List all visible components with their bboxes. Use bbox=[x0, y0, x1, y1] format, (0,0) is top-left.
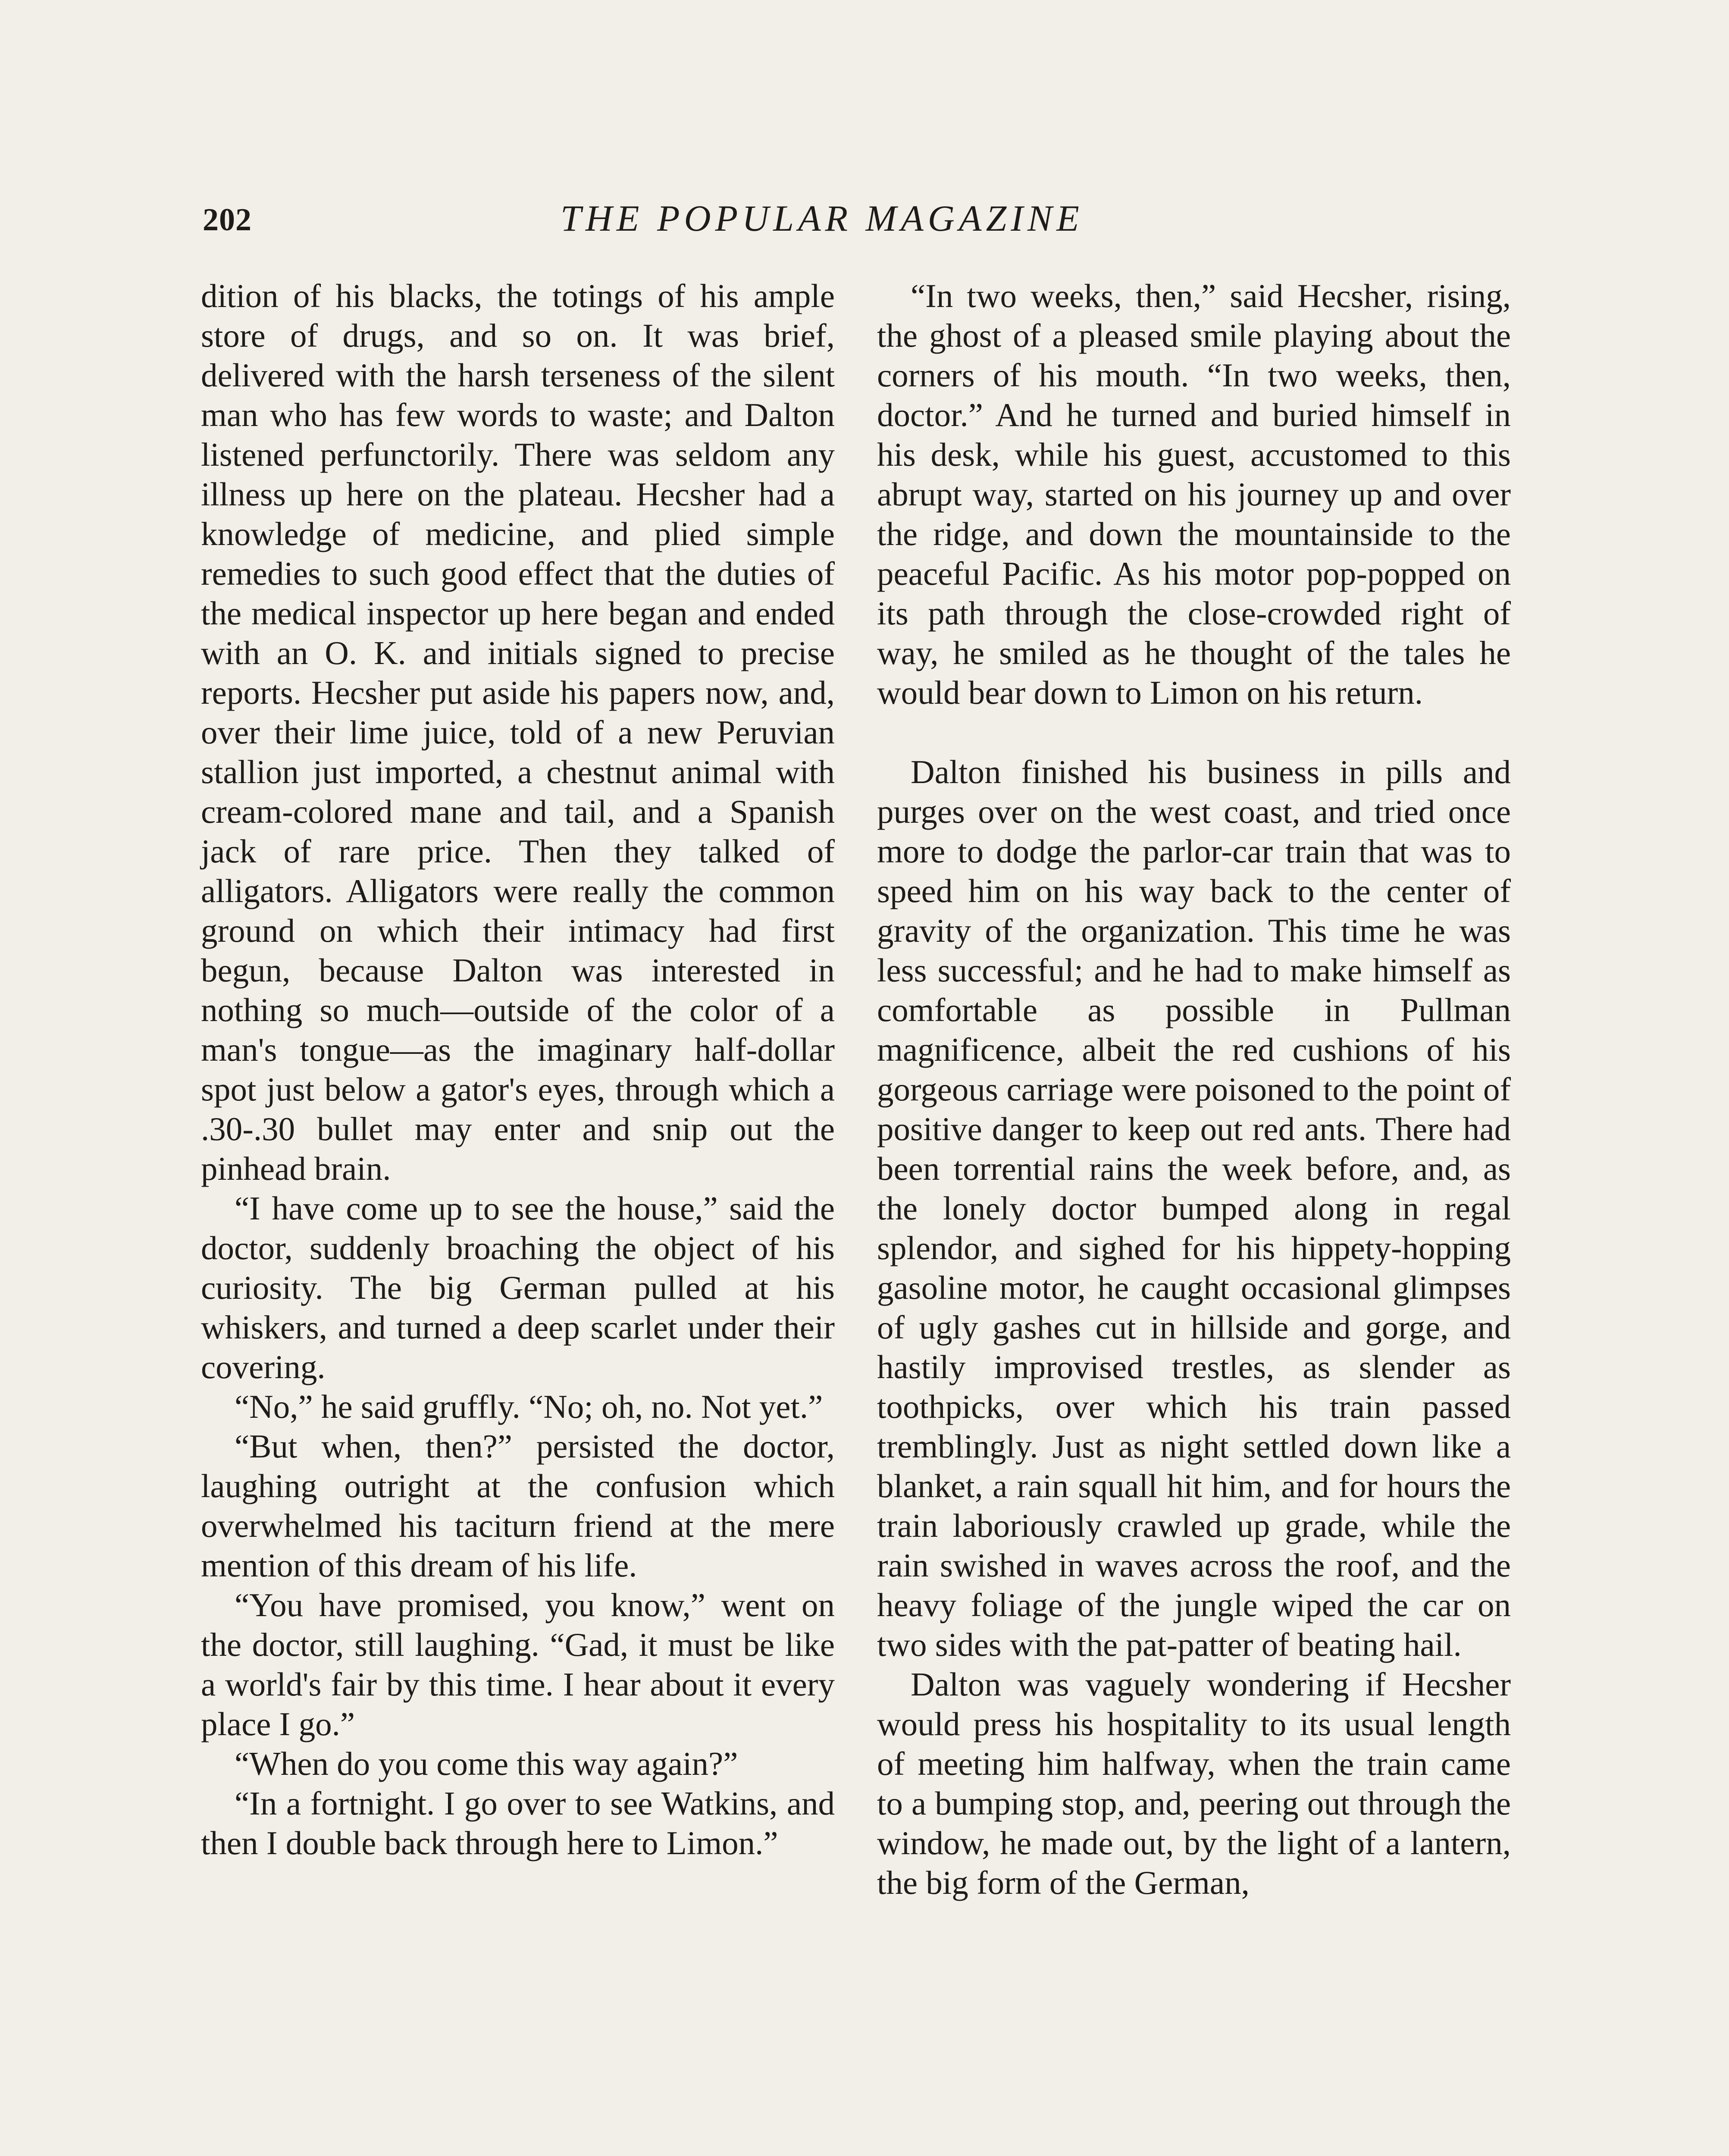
running-head: THE POPULAR MAGAZINE bbox=[561, 197, 1084, 239]
paragraph: dition of his blacks, the totings of his ample store of drugs, and so on. It was brief, delivered with the harsh terseness of the silent man who has few words to waste; and Dalton listened perfunctorily. There was seldom any illness up here on the plateau. Hecsher had a knowledge of medicine, and plied simple remedies to such good effect that the duties of the medical inspector up here began and ended with an O. K. and initials signed to precise reports. Hecsher put aside his papers now, and, over their lime juice, told of a new Peruvian stallion just imported, a chestnut animal with cream-colored mane and tail, and a Spanish jack of rare price. Then they talked of alligators. Alligators were really the common ground on which their intimacy had first begun, because Dalton was interested in nothing so much—outside of the color of a man's tongue—as the imaginary half-dollar spot just below a gator's eyes, through which a .30-.30 bullet may enter and snip out the pinhead brain. bbox=[201, 277, 835, 1187]
paragraph: “But when, then?” persisted the doctor, laughing outright at the confusion which overwhelmed his taciturn friend at the mere mention of this dream of his life. bbox=[201, 1428, 835, 1584]
paragraph: “No,” he said gruffly. “No; oh, no. Not yet.” bbox=[235, 1388, 823, 1425]
paragraph: Dalton was vaguely wondering if Hecsher would press his hospitality to its usual length of meeting him halfway, when the train came to a bumping stop, and, peering out through the window, he made out, by the light of a lantern, the big form of the German, bbox=[877, 1666, 1511, 1901]
paragraph: “I have come up to see the house,” said the doctor, suddenly broaching the object of his curiosity. The big German pulled at his whiskers, and turned a deep scarlet under their covering. bbox=[201, 1190, 835, 1385]
left-column bbox=[201, 276, 835, 1863]
right-column bbox=[877, 276, 1511, 1902]
paragraph: “You have promised, you know,” went on the doctor, still laughing. “Gad, it must be like a world's fair by this time. I hear about it every place I go.” bbox=[201, 1586, 835, 1742]
paragraph: Dalton finished his business in pills and purges over on the west coast, and tried once more to dodge the parlor-car train that was to speed him on his way back to the center of gravity of the organization. This time he was less successful; and he had to make himself as comfortable as possible in Pullman magnificence, albeit the red cushions of his gorgeous carriage were poisoned to the point of positive danger to keep out red ants. There had been torrential rains the week before, and, as the lonely doctor bumped along in regal splendor, and sighed for his hippety-hopping gasoline motor, he caught occasional glimpses of ugly gashes cut in hillside and gorge, and hastily improvised trestles, as slender as toothpicks, over which his train passed tremblingly. Just as night settled down like a blanket, a rain squall hit him, and for hours the train laboriously crawled up grade, while the rain swished in waves across the roof, and the heavy foliage of the jungle wiped the car on two sides with the pat-patter of beating hail. bbox=[877, 753, 1511, 1663]
page-number: 202 bbox=[203, 202, 252, 238]
paragraph: “When do you come this way again?” bbox=[235, 1745, 738, 1782]
paragraph: “In two weeks, then,” said Hecsher, rising, the ghost of a pleased smile playing about the corners of his mouth. “In two weeks, then, doctor.” And he turned and buried himself in his desk, while his guest, accustomed to this abrupt way, started on his journey up and over the ridge, and down the mountainside to the peaceful Pacific. As his motor pop-popped on its path through the close-crowded right of way, he smiled as he thought of the tales he would bear down to Limon on his return. bbox=[877, 277, 1511, 711]
paragraph: “In a fortnight. I go over to see Watkins, and then I double back through here to Limon.” bbox=[201, 1785, 835, 1861]
